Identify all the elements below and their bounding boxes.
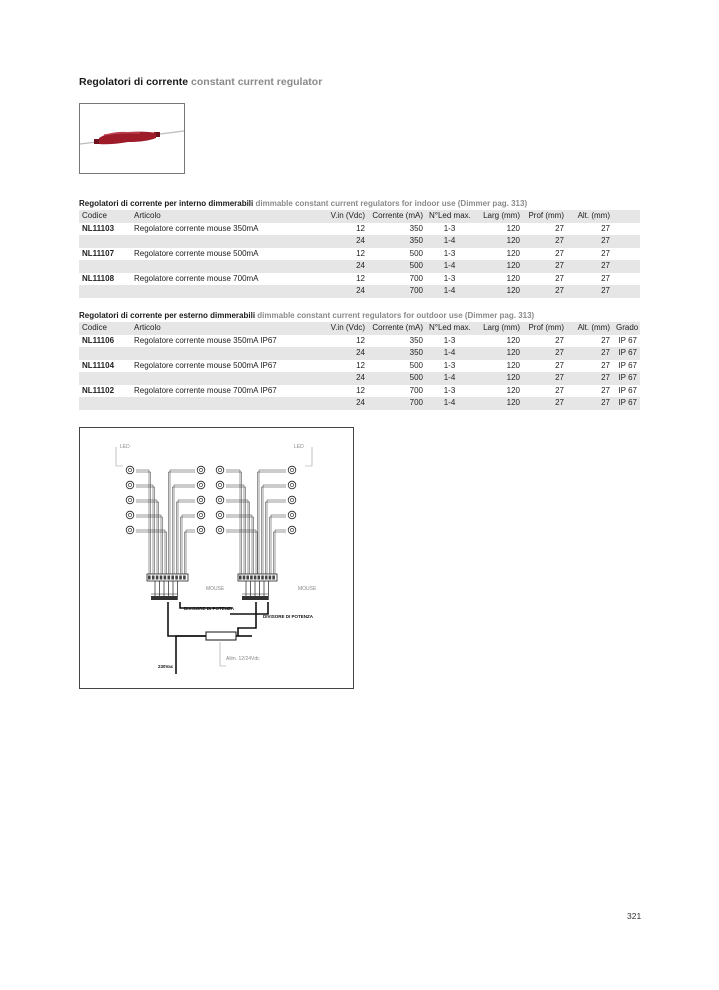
connector-pin bbox=[239, 576, 242, 580]
table-header bbox=[79, 210, 640, 223]
connector-pin bbox=[183, 576, 186, 580]
table-cell: 120 bbox=[506, 273, 520, 283]
connector-pin bbox=[265, 576, 268, 580]
table-cell: 1-3 bbox=[443, 223, 456, 233]
table-cell: 24 bbox=[356, 286, 365, 295]
table-cell: 27 bbox=[601, 398, 610, 407]
page-number: 321 bbox=[627, 911, 642, 921]
mouse-label-left: MOUSE bbox=[206, 586, 225, 592]
table-cell: 27 bbox=[555, 360, 564, 370]
indoor-section-title bbox=[79, 199, 527, 208]
led-core-icon bbox=[290, 513, 293, 516]
table-cell: 500 bbox=[409, 360, 423, 370]
table-cell: 27 bbox=[601, 373, 610, 382]
led-core-icon bbox=[128, 498, 131, 501]
power-supply-icon bbox=[206, 632, 236, 640]
table-row bbox=[79, 223, 640, 236]
connector-pin bbox=[269, 576, 272, 580]
indoor-title-en: dimmable constant current regulators for indoor use (Dimmer pag. 313) bbox=[255, 199, 528, 208]
table-cell: 1-3 bbox=[443, 335, 456, 345]
led-core-icon bbox=[218, 513, 221, 516]
table-cell: 700 bbox=[409, 273, 423, 283]
table-cell: Regolatore corrente mouse 350mA bbox=[134, 223, 259, 233]
connector-pin bbox=[243, 576, 246, 580]
connector-pin bbox=[171, 576, 174, 580]
mains-line bbox=[176, 636, 206, 674]
table-cell: 1-4 bbox=[443, 373, 456, 382]
table-row bbox=[79, 273, 640, 286]
table-row bbox=[79, 235, 640, 248]
connector-pin bbox=[148, 576, 151, 580]
table-cell: 27 bbox=[601, 335, 610, 345]
led-core-icon bbox=[199, 483, 202, 486]
col-codice: Codice bbox=[82, 323, 107, 332]
table-cell: 27 bbox=[601, 360, 610, 370]
table-cell bbox=[79, 372, 131, 385]
led-core-icon bbox=[199, 468, 202, 471]
table-cell: 1-4 bbox=[443, 348, 456, 357]
outdoor-table bbox=[79, 322, 640, 410]
table-cell bbox=[613, 248, 640, 261]
wire bbox=[181, 517, 196, 574]
table-cell: 27 bbox=[555, 398, 564, 407]
table-cell: 24 bbox=[356, 348, 365, 357]
led-bracket-right bbox=[305, 447, 312, 466]
table-cell: NL11106 bbox=[82, 335, 115, 345]
col-alt: Alt. (mm) bbox=[577, 323, 610, 332]
table-cell: Regolatore corrente mouse 700mA IP67 bbox=[134, 385, 277, 395]
col-nled: N°Led max. bbox=[429, 211, 471, 220]
table-cell: NL11108 bbox=[82, 273, 115, 283]
col-codice: Codice bbox=[82, 211, 107, 220]
col-articolo: Articolo bbox=[134, 211, 161, 220]
connector-pin bbox=[272, 576, 275, 580]
col-articolo: Articolo bbox=[134, 323, 161, 332]
col-alt: Alt. (mm) bbox=[577, 211, 610, 220]
wire bbox=[275, 530, 286, 574]
wire bbox=[263, 485, 286, 574]
table-cell: 120 bbox=[506, 236, 520, 245]
table-cell: Regolatore corrente mouse 700mA bbox=[134, 273, 259, 283]
mains-label: 230Vac bbox=[158, 664, 174, 669]
table-cell bbox=[613, 260, 640, 273]
table-row bbox=[79, 397, 640, 410]
table-cell: 24 bbox=[356, 373, 365, 382]
wire bbox=[270, 517, 287, 574]
wire bbox=[136, 502, 159, 574]
alim-bracket bbox=[220, 642, 226, 666]
table-cell: 120 bbox=[506, 248, 520, 258]
table-cell bbox=[613, 235, 640, 248]
led-core-icon bbox=[199, 528, 202, 531]
table-cell: IP 67 bbox=[618, 373, 637, 382]
mouse-regulator bbox=[151, 596, 177, 600]
table-cell: 350 bbox=[409, 348, 423, 357]
table-cell: 27 bbox=[555, 248, 564, 258]
connector-pin bbox=[258, 576, 261, 580]
table-cell: IP 67 bbox=[618, 360, 637, 370]
table-cell: Regolatore corrente mouse 500mA bbox=[134, 248, 259, 258]
table-cell: 1-4 bbox=[443, 236, 456, 245]
table-cell: IP 67 bbox=[618, 385, 637, 395]
table-cell bbox=[131, 397, 326, 410]
led-core-icon bbox=[128, 483, 131, 486]
table-cell: 24 bbox=[356, 236, 365, 245]
col-prof: Prof (mm) bbox=[528, 211, 564, 220]
wire bbox=[136, 470, 149, 574]
led-core-icon bbox=[290, 528, 293, 531]
col-grado-empty bbox=[613, 210, 640, 223]
wiring-diagram bbox=[79, 427, 354, 689]
table-row bbox=[79, 372, 640, 385]
table-cell: 27 bbox=[601, 248, 610, 258]
connector-pin bbox=[152, 576, 155, 580]
wire bbox=[274, 532, 287, 574]
page-title bbox=[79, 76, 322, 88]
connector-pin bbox=[250, 576, 253, 580]
table-cell bbox=[131, 372, 326, 385]
led-core-icon bbox=[128, 513, 131, 516]
connector-pin bbox=[164, 576, 167, 580]
led-core-icon bbox=[290, 483, 293, 486]
table-cell: 1-3 bbox=[443, 273, 456, 283]
table-cell: 120 bbox=[506, 261, 520, 270]
led-core-icon bbox=[218, 483, 221, 486]
outdoor-title-it: Regolatori di corrente per esterno dimmerabili bbox=[79, 311, 256, 320]
divisore-label-left: DIVISORE DI POTENZA bbox=[184, 606, 235, 611]
table-cell: 24 bbox=[356, 261, 365, 270]
table-cell: 27 bbox=[555, 385, 564, 395]
led-label-left: LED bbox=[120, 444, 130, 450]
table-cell: 12 bbox=[356, 273, 365, 283]
table-cell: 27 bbox=[601, 286, 610, 295]
table-cell: 500 bbox=[409, 261, 423, 270]
table-cell: 27 bbox=[555, 348, 564, 357]
connector-pin bbox=[246, 576, 249, 580]
connector-pin bbox=[254, 576, 257, 580]
table-cell bbox=[131, 260, 326, 273]
table-cell: 27 bbox=[555, 273, 564, 283]
table-cell: 12 bbox=[356, 385, 365, 395]
col-grado: Grado bbox=[616, 323, 639, 332]
connector-pin bbox=[179, 576, 182, 580]
wire bbox=[226, 500, 248, 574]
mouse-regulator bbox=[242, 596, 268, 600]
led-core-icon bbox=[218, 528, 221, 531]
table-cell: 27 bbox=[555, 261, 564, 270]
table-cell: 27 bbox=[601, 236, 610, 245]
col-larg: Larg (mm) bbox=[483, 323, 520, 332]
table-cell: 27 bbox=[601, 348, 610, 357]
table-row bbox=[79, 248, 640, 261]
table-cell: NL11102 bbox=[82, 385, 115, 395]
connector-pin bbox=[175, 576, 178, 580]
table-cell: 27 bbox=[555, 223, 564, 233]
table-cell: IP 67 bbox=[618, 398, 637, 407]
table-cell: 700 bbox=[409, 398, 423, 407]
connector-pin bbox=[168, 576, 171, 580]
table-cell bbox=[79, 347, 131, 360]
connector-pin bbox=[156, 576, 159, 580]
wiring-diagram-icon bbox=[80, 428, 353, 688]
table-cell: 500 bbox=[409, 373, 423, 382]
table-cell: 120 bbox=[506, 348, 520, 357]
led-core-icon bbox=[199, 513, 202, 516]
table-row bbox=[79, 347, 640, 360]
indoor-table bbox=[79, 210, 640, 298]
table-cell bbox=[613, 285, 640, 298]
col-vin: V.in (Vdc) bbox=[330, 211, 365, 220]
wire bbox=[258, 472, 287, 574]
table-cell: 120 bbox=[506, 223, 520, 233]
table-cell: 120 bbox=[506, 373, 520, 382]
table-cell: IP 67 bbox=[618, 348, 637, 357]
table-cell: 12 bbox=[356, 248, 365, 258]
table-cell: 120 bbox=[506, 360, 520, 370]
wire bbox=[226, 472, 242, 574]
outdoor-title-en: dimmable constant current regulators for outdoor use (Dimmer pag. 313) bbox=[257, 311, 535, 320]
wire bbox=[266, 502, 287, 574]
table-row bbox=[79, 335, 640, 348]
table-cell: 700 bbox=[409, 286, 423, 295]
table-cell: 12 bbox=[356, 335, 365, 345]
indoor-title-it: Regolatori di corrente per interno dimmerabili bbox=[79, 199, 254, 208]
led-core-icon bbox=[218, 498, 221, 501]
col-corrente: Corrente (mA) bbox=[372, 211, 423, 220]
table-cell: 24 bbox=[356, 398, 365, 407]
col-nled: N°Led max. bbox=[429, 323, 471, 332]
table-cell: 27 bbox=[601, 385, 610, 395]
table-cell: 27 bbox=[601, 273, 610, 283]
table-cell: 1-3 bbox=[443, 385, 456, 395]
col-prof: Prof (mm) bbox=[528, 323, 564, 332]
connector-pin bbox=[160, 576, 163, 580]
led-core-icon bbox=[290, 468, 293, 471]
table-cell bbox=[79, 235, 131, 248]
power-line bbox=[230, 602, 268, 614]
wire bbox=[267, 500, 286, 574]
table-cell: 120 bbox=[506, 335, 520, 345]
table-header bbox=[79, 322, 640, 335]
table-cell: NL11107 bbox=[82, 248, 115, 258]
wire bbox=[136, 500, 157, 574]
wire bbox=[226, 530, 256, 574]
wire bbox=[226, 502, 250, 574]
table-cell bbox=[79, 285, 131, 298]
table-cell: 27 bbox=[555, 335, 564, 345]
table-cell: 350 bbox=[409, 335, 423, 345]
table-cell: 120 bbox=[506, 385, 520, 395]
table-cell: 12 bbox=[356, 223, 365, 233]
table-cell: 1-3 bbox=[443, 248, 456, 258]
table-cell: 27 bbox=[555, 373, 564, 382]
wire bbox=[226, 470, 240, 574]
power-line bbox=[238, 602, 256, 636]
table-row bbox=[79, 385, 640, 398]
table-row bbox=[79, 360, 640, 373]
col-larg: Larg (mm) bbox=[483, 211, 520, 220]
led-core-icon bbox=[128, 528, 131, 531]
table-cell bbox=[613, 223, 640, 236]
led-core-icon bbox=[199, 498, 202, 501]
page-title-en: constant current regulator bbox=[191, 76, 323, 88]
wire bbox=[136, 532, 167, 574]
col-corrente: Corrente (mA) bbox=[372, 323, 423, 332]
table-cell bbox=[79, 397, 131, 410]
table-cell: 1-4 bbox=[443, 261, 456, 270]
table-cell: 1-4 bbox=[443, 286, 456, 295]
outdoor-section-title bbox=[79, 311, 534, 320]
table-cell: 1-3 bbox=[443, 360, 456, 370]
table-cell: 12 bbox=[356, 360, 365, 370]
table-cell bbox=[131, 347, 326, 360]
table-cell: 27 bbox=[601, 261, 610, 270]
table-cell: 27 bbox=[555, 286, 564, 295]
led-core-icon bbox=[218, 468, 221, 471]
table-cell: 350 bbox=[409, 223, 423, 233]
table-cell: 27 bbox=[555, 236, 564, 245]
table-cell: 700 bbox=[409, 385, 423, 395]
table-cell: 1-4 bbox=[443, 398, 456, 407]
table-cell bbox=[131, 235, 326, 248]
wire bbox=[136, 472, 151, 574]
table-cell bbox=[79, 260, 131, 273]
connector-pin bbox=[261, 576, 264, 580]
wire bbox=[182, 515, 195, 574]
col-vin: V.in (Vdc) bbox=[330, 323, 365, 332]
page-title-it: Regolatori di corrente bbox=[79, 76, 189, 88]
mouse-label-right: MOUSE bbox=[298, 586, 317, 592]
table-cell bbox=[131, 285, 326, 298]
table-cell: 500 bbox=[409, 248, 423, 258]
table-cell: NL11103 bbox=[82, 223, 115, 233]
table-cell bbox=[613, 273, 640, 286]
regulator-cable-photo-icon bbox=[80, 104, 184, 173]
table-cell: Regolatore corrente mouse 500mA IP67 bbox=[134, 360, 277, 370]
led-label-right: LED bbox=[294, 444, 304, 450]
divisore-label-right: DIVISORE DI POTENZA bbox=[263, 614, 314, 619]
wire bbox=[186, 530, 195, 574]
alim-label: Alim. 12/24Vdc bbox=[226, 656, 260, 662]
table-cell: 350 bbox=[409, 236, 423, 245]
table-row bbox=[79, 260, 640, 273]
table-cell: IP 67 bbox=[618, 335, 637, 345]
table-cell: 120 bbox=[506, 286, 520, 295]
table-cell: 120 bbox=[506, 398, 520, 407]
table-cell: Regolatore corrente mouse 350mA IP67 bbox=[134, 335, 277, 345]
table-row bbox=[79, 285, 640, 298]
table-cell: NL11104 bbox=[82, 360, 115, 370]
table-cell: 27 bbox=[601, 223, 610, 233]
led-core-icon bbox=[128, 468, 131, 471]
led-core-icon bbox=[290, 498, 293, 501]
product-photo bbox=[79, 103, 185, 174]
